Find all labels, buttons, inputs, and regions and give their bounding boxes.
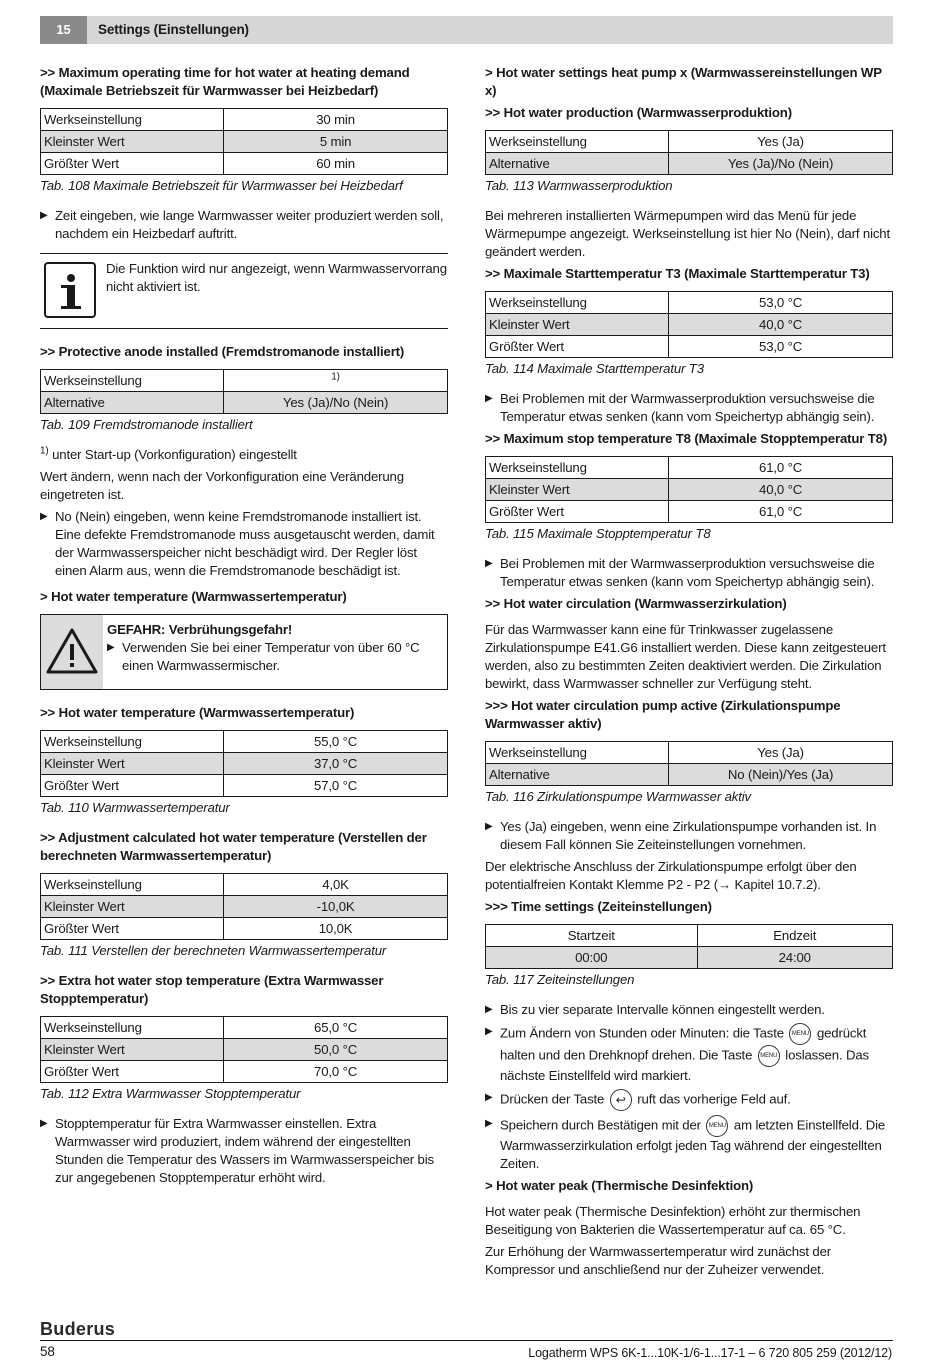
table-row [41, 1061, 448, 1083]
chapter-number: 15 [40, 16, 87, 44]
table-caption: Tab. 110 Warmwassertemperatur [40, 800, 230, 815]
table-cell: -10,0K [224, 896, 448, 918]
table-cell: Yes (Ja)/No (Nein) [669, 153, 893, 175]
table-cell: 50,0 °C [224, 1039, 448, 1061]
table-row [486, 314, 893, 336]
table-row [486, 292, 893, 314]
table-cell: Größter Wert [486, 336, 669, 358]
table-cell: Größter Wert [486, 501, 669, 523]
bullet-text: Speichern durch Bestätigen mit der [500, 1117, 701, 1133]
table-cell: Yes (Ja) [669, 742, 893, 764]
table-cell: Alternative [486, 764, 669, 786]
warning-triangle-icon [46, 627, 98, 675]
footnote-ref: 1) [331, 371, 340, 383]
table-row [41, 153, 448, 175]
bullet-text: gedrückt halten und den Drehknopf drehen. Die Taste [500, 1025, 867, 1063]
table-row [41, 392, 448, 414]
table-caption: Tab. 111 Verstellen der berechneten Warmwassertemperatur [40, 943, 387, 958]
table-cell: Kleinster Wert [41, 131, 224, 153]
table-row [486, 457, 893, 479]
bullet-arrow-icon: ▶ [485, 1118, 493, 1129]
table-row [486, 947, 893, 969]
table-header-row [486, 925, 893, 947]
table-caption: Tab. 112 Extra Warmwasser Stopptemperatur [40, 1086, 301, 1101]
table-row [486, 153, 893, 175]
section-heading: >> Maximale Starttemperatur T3 (Maximale Starttemperatur T3) [485, 266, 870, 281]
table-cell: Größter Wert [41, 1061, 224, 1083]
chapter-title: Settings (Einstellungen) [98, 22, 249, 37]
table-row [41, 753, 448, 775]
table-row [41, 131, 448, 153]
menu-key-icon: MENU [789, 1023, 811, 1045]
table-cell: No (Nein)/Yes (Ja) [669, 764, 893, 786]
section-heading: >> Extra hot water stop temperature (Extra Warmwasser Stopptemperatur) [40, 973, 384, 1006]
bullet-text: ruft das vorherige Feld auf. [637, 1091, 791, 1107]
table-cell: Werkseinstellung [486, 292, 669, 314]
instruction-bullet [40, 508, 448, 580]
settings-table [485, 130, 893, 175]
table-cell: 61,0 °C [669, 457, 893, 479]
bullet-text: loslassen. Das nächste Einstellfeld wird markiert. [500, 1047, 869, 1083]
table-cell: Werkseinstellung [486, 131, 669, 153]
table-caption: Tab. 117 Zeiteinstellungen [485, 972, 635, 987]
table-cell: Größter Wert [41, 775, 224, 797]
page-header [40, 16, 893, 44]
table-row [41, 874, 448, 896]
warning-box [40, 614, 448, 690]
bullet-text: Zum Ändern von Stunden oder Minuten: die Taste [500, 1025, 784, 1041]
page-number: 58 [40, 1344, 55, 1359]
table-cell: Werkseinstellung [486, 742, 669, 764]
table-cell: Kleinster Wert [41, 896, 224, 918]
table-caption: Tab. 109 Fremdstromanode installiert [40, 417, 253, 432]
table-cell: 70,0 °C [224, 1061, 448, 1083]
instruction-bullet [485, 1023, 893, 1085]
table-row [486, 479, 893, 501]
table-cell: Alternative [41, 392, 224, 414]
document-id: Logatherm WPS 6K-1...10K-1/6-1...17-1 – 6 720 805 259 (2012/12) [528, 1346, 892, 1360]
table-row [486, 501, 893, 523]
bullet-arrow-icon: ▶ [485, 393, 493, 404]
section-heading: >>> Hot water circulation pump active (Zirkulationspumpe Warmwasser aktiv) [485, 698, 841, 731]
settings-table [40, 730, 448, 797]
bullet-arrow-icon: ▶ [107, 642, 115, 653]
bullet-arrow-icon: ▶ [485, 821, 493, 832]
table-cell: Werkseinstellung [41, 1017, 224, 1039]
table-header-cell: Startzeit [486, 925, 698, 947]
section-heading: > Hot water temperature (Warmwassertemperatur) [40, 589, 347, 604]
table-caption: Tab. 114 Maximale Starttemperatur T3 [485, 361, 704, 376]
table-cell: Werkseinstellung [41, 731, 224, 753]
table-cell: 60 min [224, 153, 448, 175]
table-caption: Tab. 116 Zirkulationspumpe Warmwasser aktiv [485, 789, 751, 804]
table-cell: 61,0 °C [669, 501, 893, 523]
table-cell: 57,0 °C [224, 775, 448, 797]
instruction-bullet [485, 1115, 893, 1173]
table-cell: Alternative [486, 153, 669, 175]
settings-table [485, 456, 893, 523]
bullet-text: Bei Problemen mit der Warmwasserproduktion versuchsweise die Temperatur etwas senken (kann vom Speichertyp abhängig sein). [500, 556, 875, 589]
settings-table [485, 291, 893, 358]
bullet-arrow-icon: ▶ [40, 210, 48, 221]
section-heading: >> Maximum operating time for hot water at heating demand (Maximale Betriebszeit für Warmwasser bei Heizbedarf) [40, 65, 410, 98]
info-icon [44, 262, 96, 318]
table-cell: 55,0 °C [224, 731, 448, 753]
bullet-text: Yes (Ja) eingeben, wenn eine Zirkulationspumpe vorhanden ist. In diesem Fall können Sie Zeiteinstellungen vornehmen. [500, 819, 877, 852]
table-row [486, 742, 893, 764]
instruction-bullet [485, 818, 893, 854]
bullet-arrow-icon: ▶ [485, 1004, 493, 1015]
section-heading: >>> Time settings (Zeiteinstellungen) [485, 899, 712, 914]
settings-table [40, 369, 448, 414]
settings-table [40, 873, 448, 940]
bullet-text: Drücken der Taste [500, 1091, 605, 1107]
paragraph: Bei mehreren installierten Wärmepumpen wird das Menü für jede Wärmepumpe angezeigt. Werkseinstellung ist hier No (Nein), darf nicht geändert werden. [485, 208, 890, 259]
table-cell: Kleinster Wert [486, 479, 669, 501]
brand-logo: Buderus [40, 1319, 116, 1339]
table-cell: 53,0 °C [669, 292, 893, 314]
section-heading: >> Adjustment calculated hot water temperature (Verstellen der berechneten Warmwassertemperatur) [40, 830, 427, 863]
table-caption: Tab. 113 Warmwasserproduktion [485, 178, 673, 193]
table-cell [224, 370, 448, 392]
section-heading: > Hot water settings heat pump x (Warmwassereinstellungen WP x) [485, 65, 882, 98]
info-text: Die Funktion wird nur angezeigt, wenn Warmwasservorrang nicht aktiviert ist. [106, 261, 447, 294]
warning-title: GEFAHR: Verbrühungsgefahr! [107, 622, 293, 637]
instruction-bullet [40, 207, 448, 243]
table-cell: Kleinster Wert [486, 314, 669, 336]
left-column [40, 64, 448, 1191]
bullet-arrow-icon: ▶ [485, 558, 493, 569]
section-heading: >> Maximum stop temperature T8 (Maximale Stopptemperatur T8) [485, 431, 888, 446]
section-heading: >> Hot water temperature (Warmwassertemperatur) [40, 705, 355, 720]
bullet-arrow-icon: ▶ [485, 1026, 493, 1037]
bullet-text: Bei Problemen mit der Warmwasserproduktion versuchsweise die Temperatur etwas senken (kann vom Speichertyp abhängig sein). [500, 391, 875, 424]
back-key-icon: ↩ [610, 1089, 632, 1111]
paragraph: Wert ändern, wenn nach der Vorkonfiguration eine Veränderung eingetreten ist. [40, 469, 404, 502]
table-row [486, 131, 893, 153]
table-cell: Werkseinstellung [41, 109, 224, 131]
section-heading: > Hot water peak (Thermische Desinfektion) [485, 1178, 754, 1193]
table-cell: Yes (Ja)/No (Nein) [224, 392, 448, 414]
table-caption: Tab. 115 Maximale Stopptemperatur T8 [485, 526, 711, 541]
table-cell: 40,0 °C [669, 479, 893, 501]
bullet-text: Stopptemperatur für Extra Warmwasser einstellen. Extra Warmwasser wird produziert, indem während der eingestellten Stunden die Temperatur des Wassers im Warmwasserspeicher bis zur angegebenen Stopptemperatur erhöht wird. [55, 1116, 434, 1185]
table-cell: Yes (Ja) [669, 131, 893, 153]
instruction-bullet [40, 1115, 448, 1187]
paragraph: Zur Erhöhung der Warmwassertemperatur wird zunächst der Kompressor und anschließend nur der Zuheizer verwendet. [485, 1244, 831, 1277]
table-cell: 00:00 [486, 947, 698, 969]
settings-table [485, 741, 893, 786]
table-cell: 30 min [224, 109, 448, 131]
table-cell: Werkseinstellung [486, 457, 669, 479]
footnote-text: unter Start-up (Vorkonfiguration) eingestellt [52, 447, 297, 462]
footnote [40, 446, 448, 464]
menu-key-icon: MENU [758, 1045, 780, 1067]
time-table [485, 924, 893, 969]
bullet-arrow-icon: ▶ [40, 1118, 48, 1129]
right-column [485, 64, 893, 1283]
table-row [41, 1017, 448, 1039]
section-heading: >> Hot water circulation (Warmwasserzirkulation) [485, 596, 787, 611]
bullet-text: Zeit eingeben, wie lange Warmwasser weiter produziert werden soll, nachdem ein Heizbedarf auftritt. [55, 208, 444, 241]
table-row [41, 109, 448, 131]
instruction-bullet [485, 1001, 893, 1019]
instruction-bullet [485, 555, 893, 591]
table-row [41, 918, 448, 940]
table-cell: 37,0 °C [224, 753, 448, 775]
paragraph: Der elektrische Anschluss der Zirkulationspumpe erfolgt über den potentialfreien Kontakt Klemme P2 - P2 (→ Kapitel 10.7.2). [485, 859, 857, 892]
paragraph: Hot water peak (Thermische Desinfektion) erhöht zur thermischen Beseitigung von Bakterien die Wassertemperatur auf ca. 65 °C. [485, 1204, 861, 1237]
table-cell: Kleinster Wert [41, 1039, 224, 1061]
menu-key-icon: MENU [706, 1115, 728, 1137]
table-cell: 40,0 °C [669, 314, 893, 336]
table-cell: 10,0K [224, 918, 448, 940]
table-cell: Größter Wert [41, 153, 224, 175]
table-cell: 65,0 °C [224, 1017, 448, 1039]
instruction-bullet [485, 390, 893, 426]
bullet-text: am letzten Einstellfeld. Die Warmwasserzirkulation erfolgt jeden Tag während der eingestellten Zeiten. [500, 1117, 886, 1171]
footer-divider [40, 1340, 893, 1341]
settings-table [40, 108, 448, 175]
table-cell: Werkseinstellung [41, 370, 224, 392]
section-heading: >> Hot water production (Warmwasserproduktion) [485, 105, 792, 120]
table-row [41, 775, 448, 797]
table-cell: 53,0 °C [669, 336, 893, 358]
table-header-cell: Endzeit [697, 925, 893, 947]
table-row [486, 764, 893, 786]
bullet-text: No (Nein) eingeben, wenn keine Fremdstromanode installiert ist. Eine defekte Fremdstromanode muss ausgetauscht werden, damit der Warmwasserspeicher nicht beschädigt wird. Der Regler löst einen Alarm aus, wenn die Fremdstromanode beschädigt ist. [55, 509, 435, 578]
table-cell: Werkseinstellung [41, 874, 224, 896]
table-row [41, 896, 448, 918]
instruction-bullet [485, 1089, 893, 1111]
bullet-arrow-icon: ▶ [40, 511, 48, 522]
table-cell: 24:00 [697, 947, 893, 969]
table-cell: 4,0K [224, 874, 448, 896]
table-row [41, 731, 448, 753]
table-caption: Tab. 108 Maximale Betriebszeit für Warmwasser bei Heizbedarf [40, 178, 403, 193]
bullet-text: Bis zu vier separate Intervalle können eingestellt werden. [500, 1002, 825, 1017]
table-row [41, 370, 448, 392]
info-box [40, 253, 448, 329]
settings-table [40, 1016, 448, 1083]
paragraph: Für das Warmwasser kann eine für Trinkwasser zugelassene Zirkulationspumpe E41.G6 installiert werden. Diese kann zeitgesteuert werden, also zu bestimmten Zeiten deaktiviert werden. Die Zirkulation bewirkt, dass Warmwasser schneller zur Verfügung steht. [485, 622, 886, 691]
table-cell: Größter Wert [41, 918, 224, 940]
bullet-arrow-icon: ▶ [485, 1092, 493, 1103]
table-cell: Kleinster Wert [41, 753, 224, 775]
footnote-mark: 1) [40, 445, 49, 457]
table-row [486, 336, 893, 358]
warning-bullet [107, 639, 439, 675]
table-row [41, 1039, 448, 1061]
table-cell: 5 min [224, 131, 448, 153]
section-heading: >> Protective anode installed (Fremdstromanode installiert) [40, 344, 405, 359]
bullet-text: Verwenden Sie bei einer Temperatur von über 60 °C einen Warmwassermischer. [122, 640, 420, 673]
